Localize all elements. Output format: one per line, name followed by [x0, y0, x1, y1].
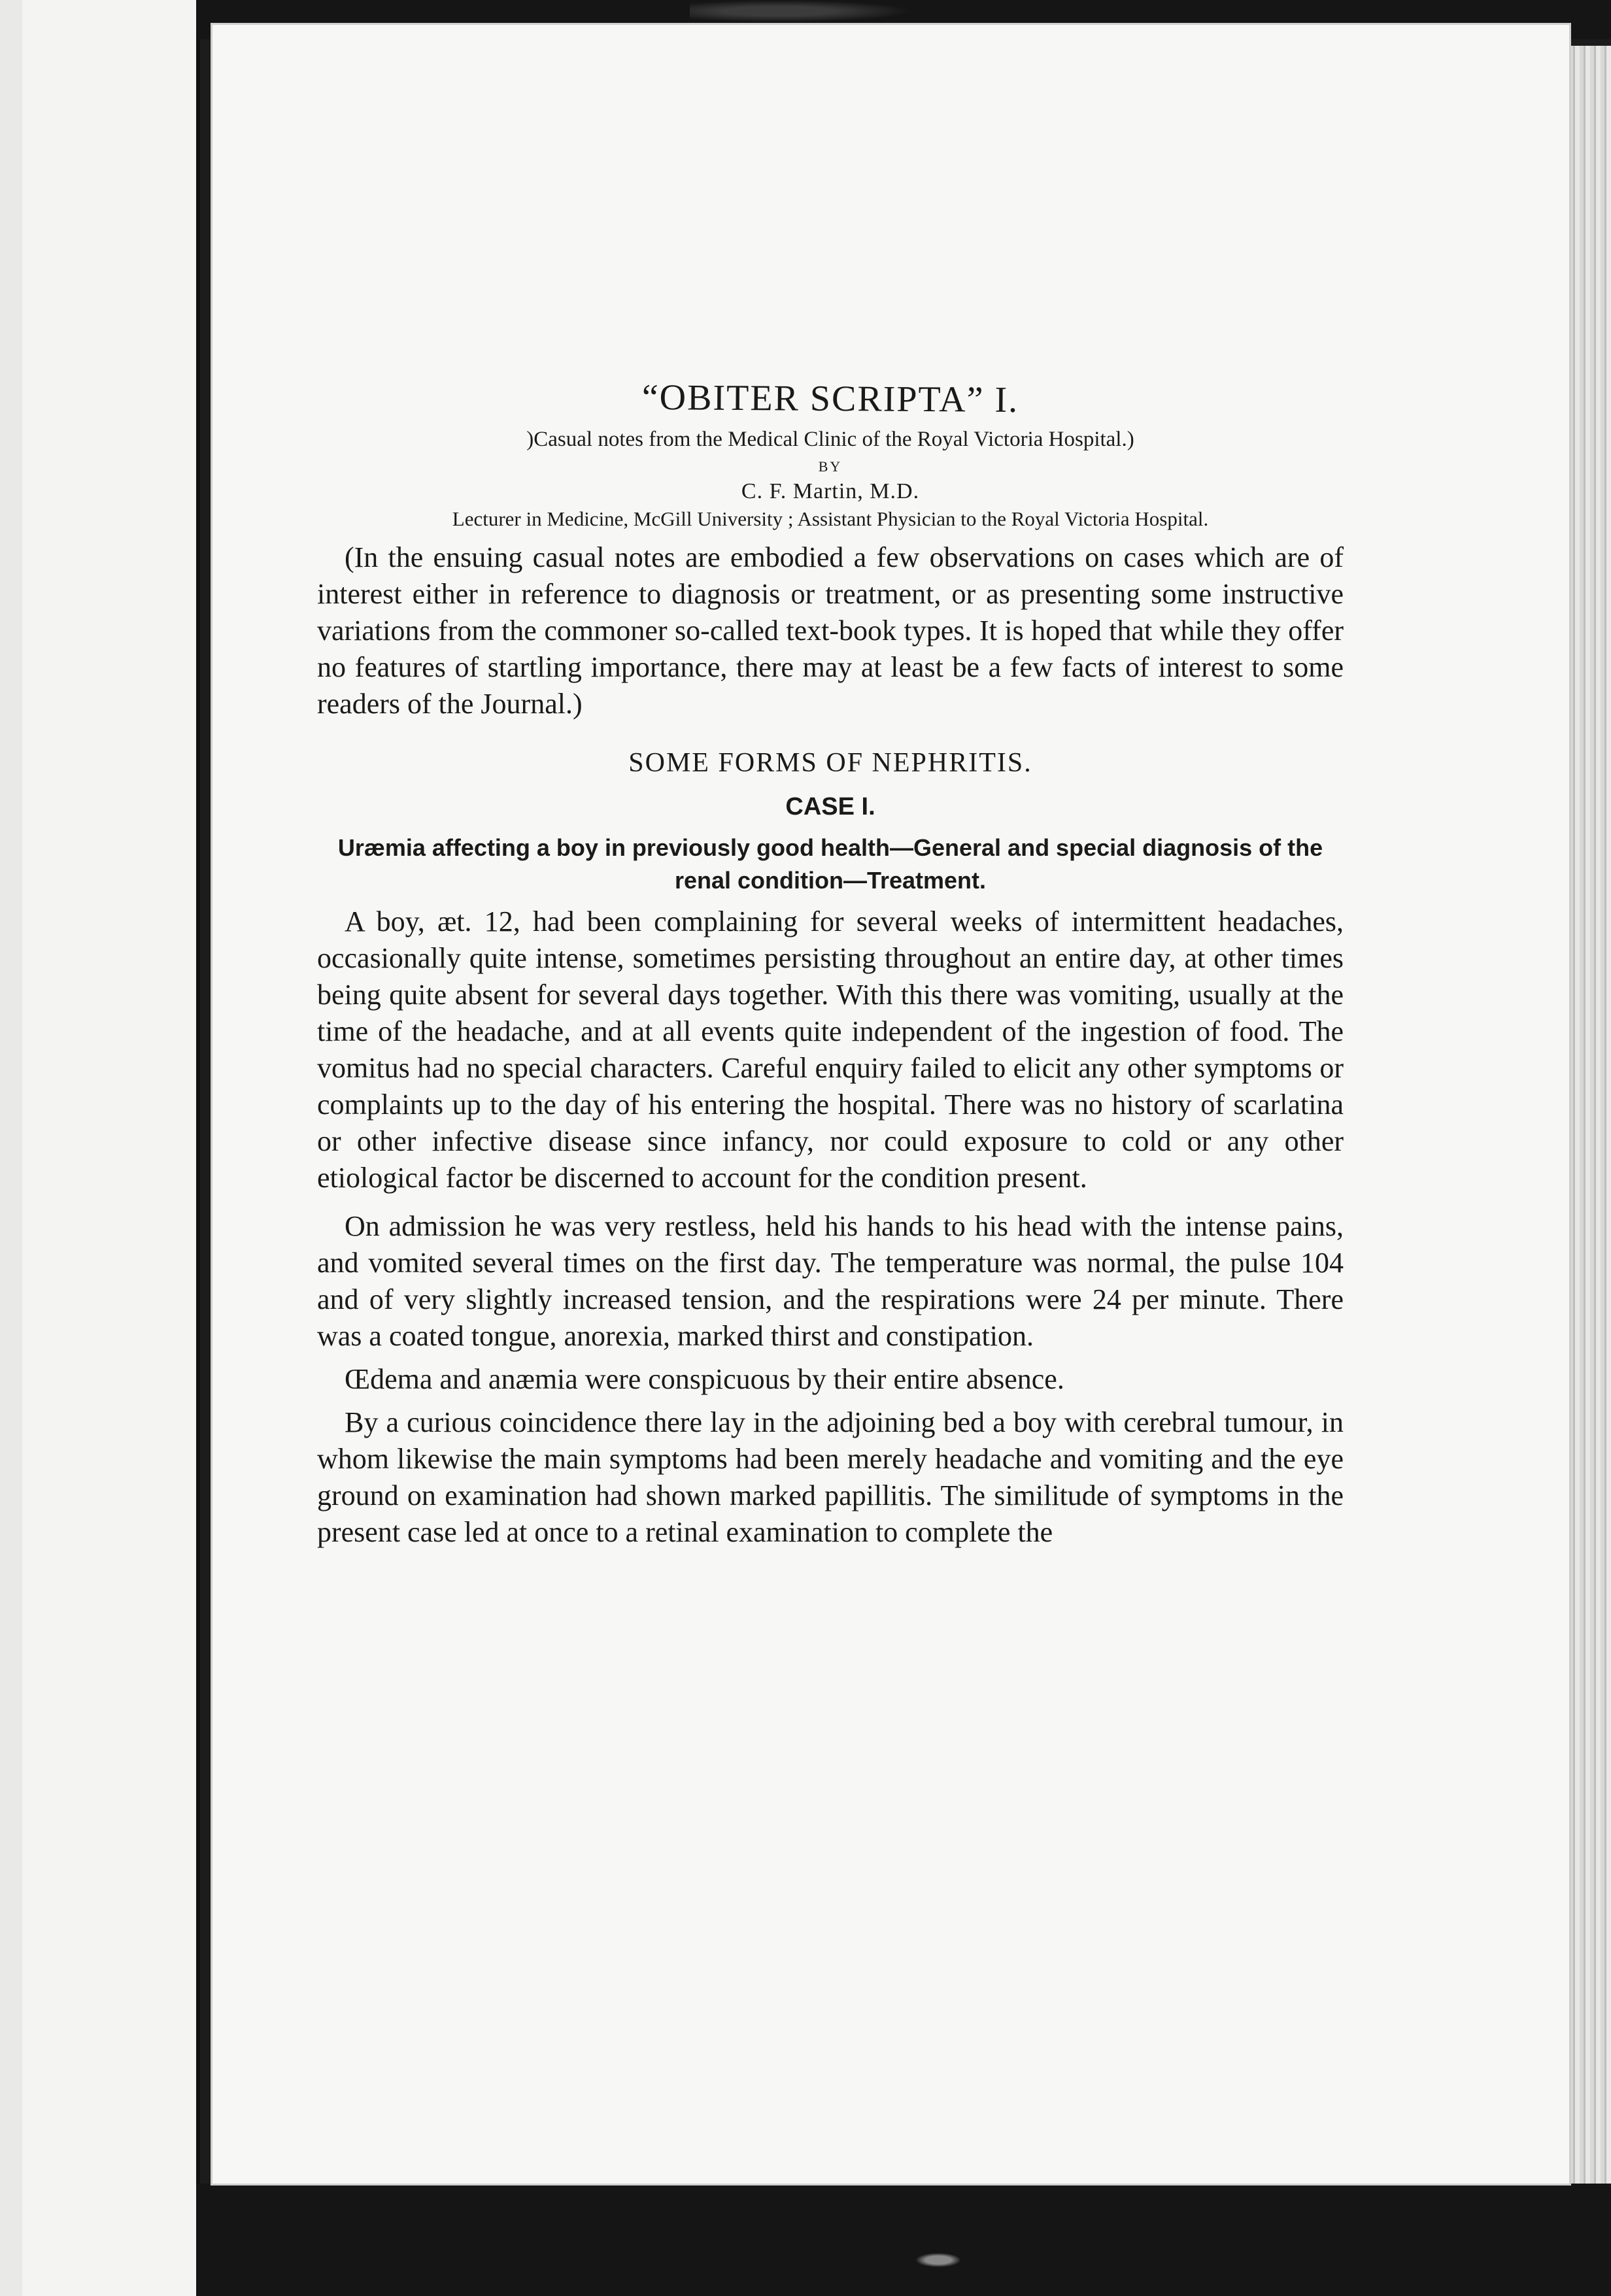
section-heading: SOME FORMS OF NEPHRITIS. — [628, 748, 1032, 778]
article-title: “OBITER SCRIPTA” I. — [641, 377, 1019, 421]
page-stack-edge — [1569, 46, 1611, 2184]
scan-bottom-border — [196, 2184, 1611, 2296]
article-subtitle: )Casual notes from the Medical Clinic of the Royal Victoria Hospital.) — [526, 428, 1134, 451]
body-paragraph: On admission he was very restless, held his hands to his head with the intense pains, and vomited several times on the first day. The temperature was normal, the pulse 104 and of very slightly increased tension, and the respirations were 24 per minute. There was a coated tongue, anorexia, marked thirst and constipation. — [317, 1210, 1344, 1352]
case-subheading: Uræmia affecting a boy in previously good health—General and special diagnosis of the renal condition—Treatment. — [337, 834, 1323, 894]
scan-artifact — [915, 2253, 961, 2267]
author-name: C. F. Martin, M.D. — [741, 479, 920, 503]
page-content — [317, 378, 1344, 1551]
body-paragraph: Œdema and anæmia were conspicuous by their entire absence. — [345, 1363, 1064, 1395]
author-affiliation: Lecturer in Medicine, McGill University ; Assistant Physician to the Royal Victoria Hospital. — [452, 507, 1209, 530]
intro-paragraph: (In the ensuing casual notes are embodied a few observations on cases which are of interest either in reference to diagnosis or treatment, or as presenting some instructive variations from the commoner so-called text-book types. It is hoped that while they offer no features of startling importance, there may at least be a few facts of interest to some readers of the Journal.) — [317, 541, 1344, 720]
facing-page-edge — [0, 0, 200, 2296]
body-paragraph: A boy, æt. 12, had been complaining for several weeks of intermittent headaches, occasionally quite intense, sometimes persisting throughout an entire day, at other times being quite absent for several days together. With this there was vomiting, usually at the time of the headache, and at all events quite independent of the ingestion of food. The vomitus had no special characters. Careful enquiry failed to elicit any other symptoms or complaints up to the day of his entering the hospital. There was no history of scarlatina or other infective disease since infancy, nor could exposure to cold or any other etiological factor be discerned to account for the condition present. — [317, 905, 1344, 1194]
facing-page-margin — [0, 0, 22, 2296]
scan-artifact — [690, 0, 912, 22]
case-heading: CASE I. — [785, 793, 875, 820]
body-paragraph: By a curious coincidence there lay in the adjoining bed a boy with cerebral tumour, in whom likewise the main symptoms had been merely headache and vomiting and the eye ground on examination had shown marked papillitis. The similitude of symptoms in the present case led at once to a retinal examination to complete the — [317, 1406, 1344, 1548]
document-page — [212, 25, 1569, 2184]
by-line: BY — [818, 458, 843, 475]
